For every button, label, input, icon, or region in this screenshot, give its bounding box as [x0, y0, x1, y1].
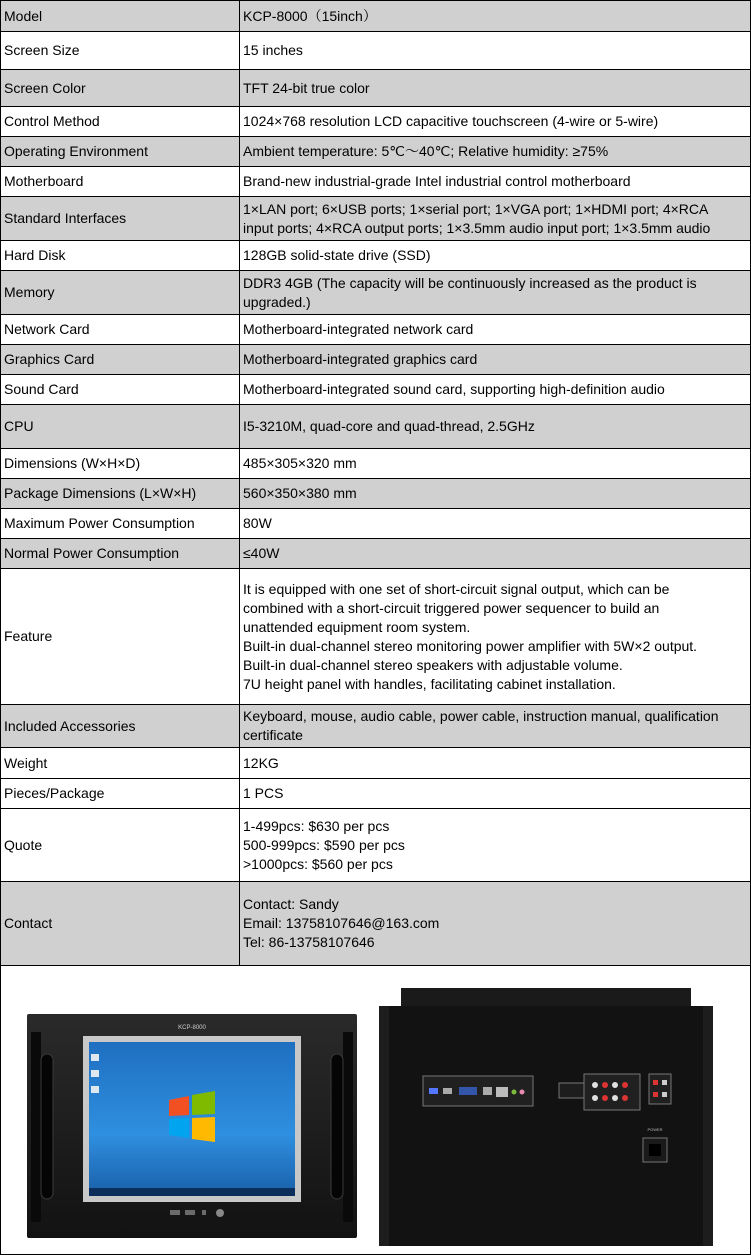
- spec-label: Screen Size: [1, 32, 240, 70]
- spec-label: Quote: [1, 809, 240, 882]
- spec-label: Dimensions (W×H×D): [1, 449, 240, 479]
- spec-row-package-dimensions: [1, 479, 751, 509]
- spec-label: Normal Power Consumption: [1, 539, 240, 569]
- spec-label: Network Card: [1, 315, 240, 345]
- spec-row-sound-card: [1, 375, 751, 405]
- spec-value: TFT 24-bit true color: [240, 70, 751, 107]
- spec-row-motherboard: [1, 167, 751, 197]
- spec-label: Screen Color: [1, 70, 240, 107]
- spec-value: Motherboard-integrated network card: [240, 315, 751, 345]
- spec-value: 128GB solid-state drive (SSD): [240, 241, 751, 271]
- spec-row-control-method: [1, 107, 751, 137]
- right-handle: [331, 1054, 343, 1199]
- spec-value: DDR3 4GB (The capacity will be continuously increased as the product is upgraded.): [240, 271, 751, 315]
- spec-value: 15 inches: [240, 32, 751, 70]
- spec-row-included-accessories: [1, 705, 751, 748]
- spec-row-graphics-card: [1, 345, 751, 375]
- io-plate: [423, 1076, 533, 1106]
- spec-value: Ambient temperature: 5℃～40℃; Relative humidity: ≥75%: [240, 137, 751, 167]
- spec-value: 1024×768 resolution LCD capacitive touchscreen (4-wire or 5-wire): [240, 107, 751, 137]
- spec-value: 12KG: [240, 748, 751, 779]
- spec-value: 1×LAN port; 6×USB ports; 1×serial port; 1×VGA port; 1×HDMI port; 4×RCA input ports; 4×RCA output ports; 1×3.5mm audio input port; 1×3.5mm audio: [240, 197, 751, 241]
- spec-row-model: [1, 1, 751, 32]
- spec-value: Contact: Sandy Email: 13758107646@163.com Tel: 86-13758107646: [240, 882, 751, 966]
- left-handle: [41, 1054, 53, 1199]
- spec-label: Contact: [1, 882, 240, 966]
- spec-value: I5-3210M, quad-core and quad-thread, 2.5GHz: [240, 405, 751, 449]
- speaker-terminal-plate: [649, 1074, 671, 1104]
- spec-row-quote: [1, 809, 751, 882]
- front-view-photo: [27, 1014, 357, 1238]
- rca-plate: [584, 1074, 640, 1110]
- spec-value: Motherboard-integrated graphics card: [240, 345, 751, 375]
- spec-label: Maximum Power Consumption: [1, 509, 240, 539]
- rear-power-label: POWER: [647, 1127, 663, 1132]
- spec-label: Hard Disk: [1, 241, 240, 271]
- spec-row-operating-environment: [1, 137, 751, 167]
- spec-value: Motherboard-integrated sound card, supporting high-definition audio: [240, 375, 751, 405]
- spec-label: CPU: [1, 405, 240, 449]
- spec-label: Operating Environment: [1, 137, 240, 167]
- spec-row-pieces-package: [1, 779, 751, 809]
- spec-value: KCP-8000（15inch）: [240, 1, 751, 32]
- spec-label: Motherboard: [1, 167, 240, 197]
- spec-value: 1-499pcs: $630 per pcs 500-999pcs: $590 per pcs >1000pcs: $560 per pcs: [240, 809, 751, 882]
- spec-row-screen-color: [1, 70, 751, 107]
- spec-label: Included Accessories: [1, 705, 240, 748]
- spec-value: 485×305×320 mm: [240, 449, 751, 479]
- spec-value: It is equipped with one set of short-circuit signal output, which can be combined with a short-circuit triggered power sequencer to build an unattended equipment room system. Built-in dual-channel stereo monitoring power amplifier with 5W×2 output. Built-in dual-channel stereo speakers with adjustable volume. 7U height panel with handles, facilitating cabinet installation.: [240, 569, 751, 705]
- spec-value: 80W: [240, 509, 751, 539]
- spec-row-network-card: [1, 315, 751, 345]
- spec-row-weight: [1, 748, 751, 779]
- spec-label: Feature: [1, 569, 240, 705]
- rear-view-photo: [379, 988, 713, 1246]
- spec-label: Control Method: [1, 107, 240, 137]
- power-button-icon: [216, 1209, 224, 1217]
- product-photos: [0, 966, 751, 1255]
- usb-port-icon: [185, 1210, 195, 1215]
- spec-row-contact: [1, 882, 751, 966]
- spec-label: Package Dimensions (L×W×H): [1, 479, 240, 509]
- spec-row-screen-size: [1, 32, 751, 70]
- spec-value: Brand-new industrial-grade Intel industrial control motherboard: [240, 167, 751, 197]
- spec-label: Sound Card: [1, 375, 240, 405]
- spec-value: 1 PCS: [240, 779, 751, 809]
- spec-label: Graphics Card: [1, 345, 240, 375]
- spec-row-cpu: [1, 405, 751, 449]
- spec-row-max-power: [1, 509, 751, 539]
- spec-row-hard-disk: [1, 241, 751, 271]
- spec-row-standard-interfaces: [1, 197, 751, 241]
- spec-value: 560×350×380 mm: [240, 479, 751, 509]
- spec-row-normal-power: [1, 539, 751, 569]
- spec-value: Keyboard, mouse, audio cable, power cable, instruction manual, qualification certificate: [240, 705, 751, 748]
- front-model-label: KCP-8000: [178, 1025, 206, 1031]
- spec-row-feature: [1, 569, 751, 705]
- spec-row-dimensions: [1, 449, 751, 479]
- spec-value: ≤40W: [240, 539, 751, 569]
- spec-label: Pieces/Package: [1, 779, 240, 809]
- spec-label: Standard Interfaces: [1, 197, 240, 241]
- spec-row-memory: [1, 271, 751, 315]
- usb-port-icon: [170, 1210, 180, 1215]
- spec-label: Weight: [1, 748, 240, 779]
- spec-label: Memory: [1, 271, 240, 315]
- rear-chassis: [379, 1006, 713, 1246]
- spec-label: Model: [1, 1, 240, 32]
